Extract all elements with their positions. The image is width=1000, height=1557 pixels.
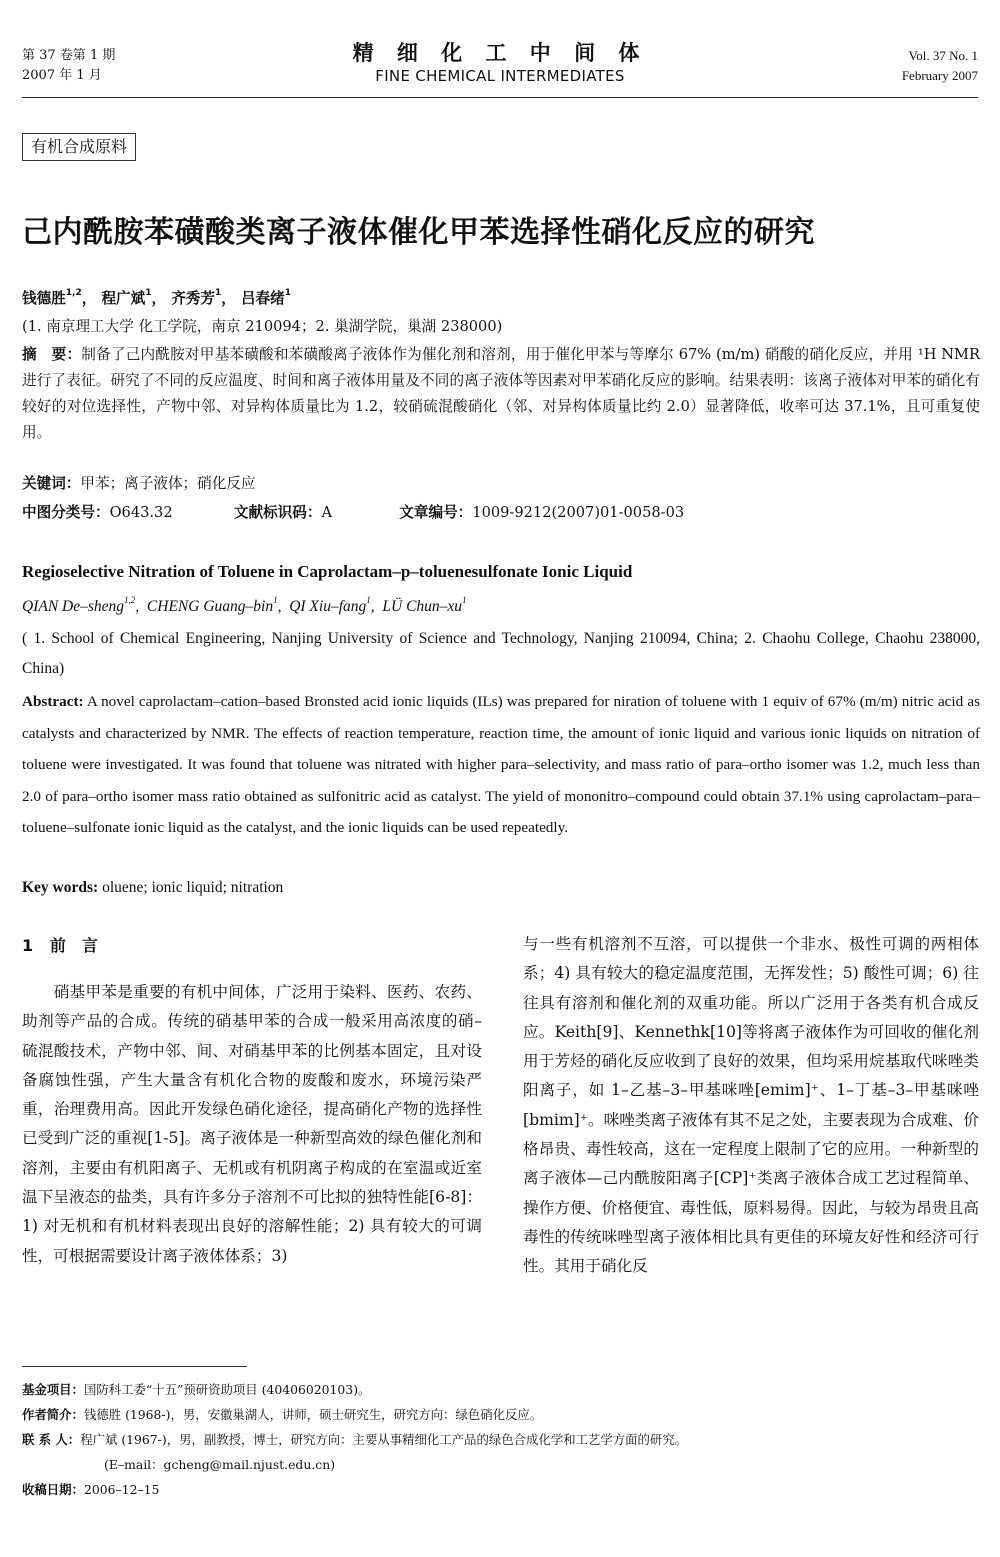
- affiliation-en: ( 1. School of Chemical Engineering, Nanjing University of Science and Technology, Nanjing 210094, China; 2. Chaohu College, Chaohu 238000, China): [22, 630, 980, 677]
- contact-text: 程广斌 (1967-)，男，副教授，博士，研究方向：主要从事精细化工产品的绿色合成化学和工艺学方面的研究。: [80, 1432, 688, 1447]
- article-no-value: 1009-9212(2007)01-0058-03: [472, 504, 685, 521]
- affiliation-cn: (1. 南京理工大学 化工学院，南京 210094；2. 巢湖学院，巢湖 238000): [22, 318, 503, 335]
- authors-en: QIAN De–sheng$^{1,2}$, CHENG Guang–bin$^1$, QI Xiu–fang$^1$, LÜ Chun–$xu^1$: [22, 595, 467, 615]
- abstract-cn-text: 制备了己内酰胺对甲基苯磺酸和苯磺酸离子液体作为催化剂和溶剂，用于催化甲苯与等摩尔 67% (m/m) 硝酸的硝化反应，并用 ¹H NMR 进行了表征。研究了不同的反应温度、时间和离子液体用量及不同的离子液体等因素对甲苯硝化反应的影响。结果表明：该离子液体对甲苯的硝化有较好的对位选择性，产物中邻、对异构体质量比为 1.2，较硝硫混酸硝化（邻、对异构体质量比约 2.0）显著降低，收率可达 37.1%，且可重复使用。: [22, 346, 980, 441]
- keywords-cn: [22, 474, 980, 494]
- abstract-cn: [22, 342, 980, 446]
- section-title: 前 言: [49, 936, 98, 955]
- contact-label: 联 系 人：: [22, 1432, 81, 1447]
- author-bio-text: 钱德胜 (1968-)，男，安徽巢湖人，讲师，硕士研究生，研究方向：绿色硝化反应。: [83, 1407, 543, 1422]
- footnotes: [22, 1377, 980, 1502]
- classification-row: [22, 503, 980, 523]
- doc-code-label: 文献标识码：: [233, 504, 322, 521]
- keywords-cn-text: 甲苯；离子液体；硝化反应: [80, 475, 256, 492]
- author-en-2: CHENG Guang–bin: [146, 598, 274, 615]
- category-tag: 有机合成原料: [22, 133, 136, 161]
- clc-label: 中图分类号：: [22, 504, 110, 521]
- body-column-right: 与一些有机溶剂不互溶，可以提供一个非水、极性可调的两相体系；4) 具有较大的稳定温度范围，无挥发性；5) 酸性可调；6) 往往具有溶剂和催化剂的双重功能。所以广泛用于各类有机合成反应。Keith[9]、Kennethk[10]等将离子液体作为可回收的催化剂用于芳烃的硝化反应收到了良好的效果，但均采用烷基取代咪唑类阳离子，如 1–乙基–3–甲基咪唑[emim]⁺、1–丁基–3–甲基咪唑[bmim]⁺。咪唑类离子液体有其不足之处，主要表现为合成难、价格昂贵、毒性较高，这在一定程度上限制了它的应用。一种新型的离子液体—己内酰胺阳离子[CP]⁺类离子液体合成工艺过程简单、操作方便、价格便宜、毒性低，原料易得。因此，与较为昂贵且高毒性的传统咪唑型离子液体相比具有更佳的环境友好性和经济可行性。其用于硝化反: [523, 935, 979, 1276]
- section-heading: [22, 935, 98, 957]
- abstract-en-text: A novel caprolactam–cation–based Bronsted acid ionic liquids (ILs) was prepared for niration of toluene with 1 equiv of 67% (m/m) nitric acid as catalysts and characterized by NMR. The effects of reaction temperature, reaction time, the amount of ionic liquid and various ionic liquids on nitration of toluene were investigated. It was found that toluene was nitrated with higher para–selectivity, and mass ratio of para–ortho isomer was 1.2, much less than 2.0 of para–ortho isomer mass ratio obtained as sulfonitric acid as catalyst. The yield of mononitro–compound could obtain 37.1% using caprolactam–para–toluene–sulfonate ionic liquid as the catalyst, and the ionic liquids can be used repeatedly.: [22, 693, 980, 836]
- author-en-1: QIAN De–sheng: [22, 598, 125, 615]
- clc-value: O643.32: [109, 504, 173, 521]
- article-no-label: 文章编号：: [399, 504, 473, 521]
- author-1-affil: 1,2: [65, 288, 82, 298]
- journal-name-cn: 精 细 化 工 中 间 体: [352, 41, 648, 65]
- author-en-4: LÜ Chun–xu: [382, 598, 463, 615]
- volume-cn: 第 37 卷第 1 期: [22, 48, 116, 63]
- abstract-en: [22, 686, 980, 844]
- author-4-affil: 1: [284, 288, 291, 298]
- header-rule: [22, 97, 978, 98]
- author-1: 钱德胜: [22, 290, 66, 307]
- fund-text: 国防科工委“十五”预研资助项目 (40406020103)。: [83, 1382, 371, 1397]
- footnote-contact: [22, 1427, 980, 1452]
- author-3: 齐秀芳: [171, 290, 215, 307]
- abstract-cn-label: 摘 要：: [22, 346, 82, 363]
- header-issue-cn: [22, 46, 115, 86]
- keywords-cn-label: 关键词：: [22, 475, 81, 492]
- footnote-author: [22, 1402, 980, 1427]
- author-2: 程广斌: [101, 290, 146, 307]
- footnote-fund: [22, 1377, 980, 1402]
- author-en-2-affil: 1: [273, 595, 278, 605]
- header-issue-en: [902, 46, 978, 86]
- footnote-received: [22, 1477, 980, 1502]
- paper-title-en: Regioselective Nitration of Toluene in Caprolactam–p–toluenesulfonate Ionic Liquid: [22, 562, 633, 581]
- authors-cn: 钱德胜$^{1,2}$， 程广斌$^1$， 齐秀芳$^1$， 吕春绪$^1$: [22, 288, 291, 307]
- volume-en: Vol. 37 No. 1: [908, 48, 978, 63]
- body-column-left: 硝基甲苯是重要的有机中间体，广泛用于染料、医药、农药、助剂等产品的合成。传统的硝基甲苯的合成一般采用高浓度的硝–硫混酸技术，产物中邻、间、对硝基甲苯的比例基本固定，且对设备腐蚀性强，产生大量含有机化合物的废酸和废水，环境污染严重，治理费用高。因此开发绿色硝化途径，提高硝化产物的选择性已受到广泛的重视[1-5]。离子液体是一种新型高效的绿色催化剂和溶剂，主要由有机阳离子、无机或有机阴离子构成的在室温或近室温下呈液态的盐类，具有许多分子溶剂不可比拟的独特性能[6-8]：1) 对无机和有机材料表现出良好的溶解性能；2) 具有较大的可调性，可根据需要设计离子液体体系；3): [22, 983, 482, 1265]
- author-en-4-affil: 1: [462, 595, 467, 605]
- doc-code-value: A: [321, 504, 333, 521]
- journal-name-en: FINE CHEMICAL INTERMEDIATES: [375, 67, 625, 85]
- fund-label: 基金项目：: [22, 1382, 84, 1397]
- paper-title-cn: 己内酰胺苯磺酸类离子液体催化甲苯选择性硝化反应的研究: [22, 215, 815, 250]
- author-en-3-affil: 1: [366, 595, 371, 605]
- keywords-en-text: oluene; ionic liquid; nitration: [102, 879, 284, 896]
- author-2-affil: 1: [145, 288, 152, 298]
- date-en: February 2007: [901, 68, 978, 83]
- footnote-email: (E–mail：gcheng@mail.njust.edu.cn): [104, 1457, 336, 1472]
- date-cn: 2007 年 1 月: [22, 68, 102, 83]
- section-number: 1: [22, 936, 34, 955]
- abstract-en-label: Abstract:: [22, 693, 84, 710]
- footnote-rule: [22, 1366, 247, 1367]
- keywords-en-label: Key words:: [22, 879, 99, 896]
- author-en-3: QI Xiu–fang: [289, 598, 367, 615]
- journal-title: [300, 40, 700, 86]
- author-4: 吕春绪: [240, 290, 285, 307]
- keywords-en: [22, 877, 283, 899]
- author-bio-label: 作者简介：: [22, 1407, 84, 1422]
- received-label: 收稿日期：: [22, 1482, 84, 1497]
- received-date: 2006–12–15: [83, 1482, 160, 1497]
- author-en-1-affil: 1,2: [124, 595, 136, 605]
- author-3-affil: 1: [214, 288, 222, 298]
